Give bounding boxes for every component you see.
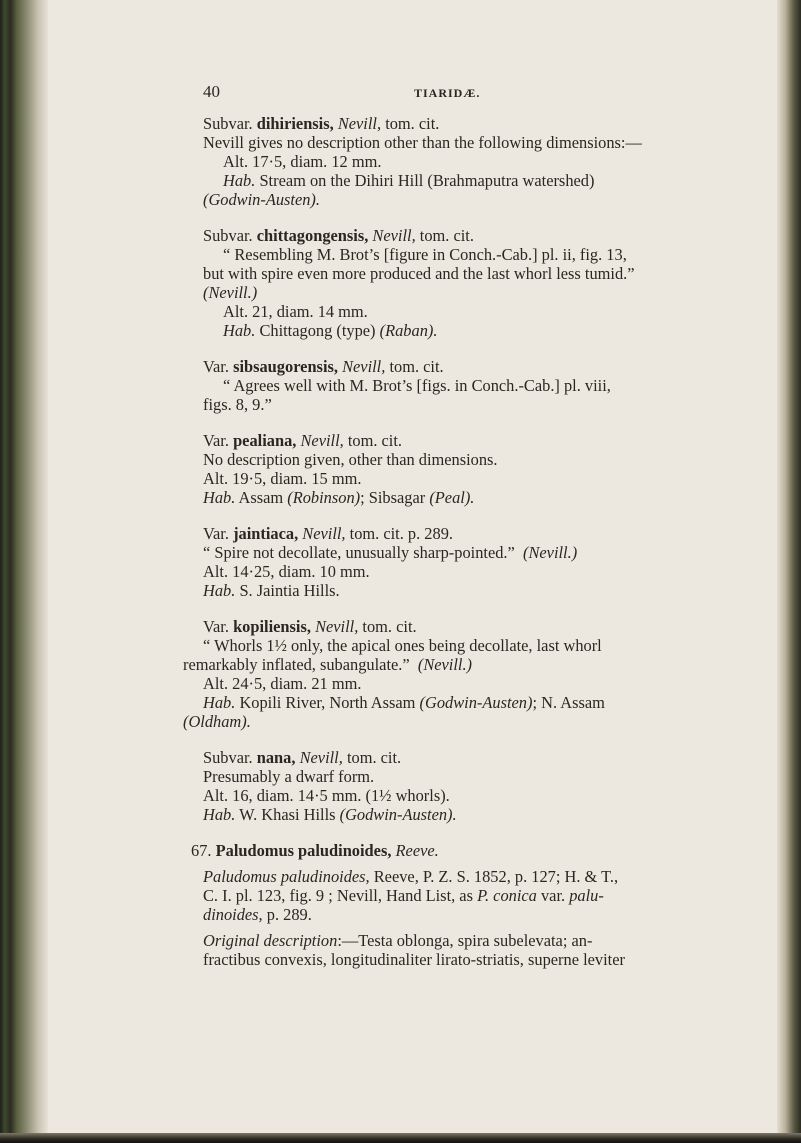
habitat: Hab. Assam (Robinson); Sibsagar (Peal).	[203, 488, 475, 507]
binding-edge	[0, 0, 48, 1143]
taxon-name: kopiliensis,	[233, 617, 311, 636]
quote: “ Spire not decollate, unusually sharp-pointed.” (Nevill.)	[203, 543, 578, 562]
page-header	[203, 82, 763, 104]
entry-chittagongensis	[203, 226, 763, 340]
dimensions: Alt. 14·25, diam. 10 mm.	[203, 562, 370, 581]
taxon-name: dihiriensis,	[256, 114, 334, 133]
species-entry	[191, 841, 763, 969]
running-head: TIARIDÆ.	[414, 86, 481, 100]
quote-cont: but with spire even more produced and the last whorl less tumid.”	[203, 264, 635, 283]
description: Nevill gives no description other than the following dimensions:—	[203, 133, 642, 152]
entry-heading: Subvar. nana, Nevill, tom. cit.	[203, 748, 402, 767]
quote: “ Whorls 1½ only, the apical ones being decollate, last whorl	[203, 636, 602, 655]
author: Reeve.	[395, 841, 439, 860]
entry-sibsaugorensis	[203, 357, 763, 414]
dimensions: Alt. 24·5, diam. 21 mm.	[203, 674, 362, 693]
habitat: Hab. Kopili River, North Assam (Godwin-Austen); N. Assam	[203, 693, 605, 712]
entry-kopiliensis	[183, 617, 763, 731]
description: No description given, other than dimensions.	[203, 450, 498, 469]
entry-heading: Var. pealiana, Nevill, tom. cit.	[203, 431, 403, 450]
author: Nevill,	[315, 617, 359, 636]
taxon-name: pealiana,	[233, 431, 297, 450]
habitat: Hab. Stream on the Dihiri Hill (Brahmaputra watershed)	[223, 171, 595, 190]
quote-attribution: (Nevill.)	[203, 283, 258, 302]
original-description-cont: fractibus convexis, longitudinaliter lirato-striatis, superne leviter	[203, 950, 625, 969]
species-name: Paludomus paludinoides,	[215, 841, 392, 860]
quote-cont: figs. 8, 9.”	[203, 395, 272, 414]
author: Nevill,	[299, 748, 343, 767]
collector: (Godwin-Austen).	[203, 190, 320, 209]
synonymy-cont: C. I. pl. 123, fig. 9 ; Nevill, Hand List, as P. conica var. palu-	[203, 886, 604, 905]
author: Nevill,	[302, 524, 346, 543]
dimensions: Alt. 19·5, diam. 15 mm.	[203, 469, 362, 488]
dimensions: Alt. 16, diam. 14·5 mm. (1½ whorls).	[203, 786, 450, 805]
entry-heading: Subvar. dihiriensis, Nevill, tom. cit.	[203, 114, 440, 133]
page-edge-bottom	[0, 1133, 801, 1143]
habitat: Hab. W. Khasi Hills (Godwin-Austen).	[203, 805, 457, 824]
author: Nevill,	[300, 431, 344, 450]
taxon-name: nana,	[256, 748, 296, 767]
description: Presumably a dwarf form.	[203, 767, 375, 786]
synonymy-cont: dinoides, p. 289.	[203, 905, 312, 924]
dimensions: Alt. 21, diam. 14 mm.	[223, 302, 368, 321]
quote: “ Resembling M. Brot’s [figure in Conch.-Cab.] pl. ii, fig. 13,	[223, 245, 627, 264]
quote-cont: remarkably inflated, subangulate.” (Nevill.)	[183, 655, 473, 674]
taxon-name: chittagongensis,	[256, 226, 369, 245]
original-description: Original description:—Testa oblonga, spira subelevata; an-	[203, 931, 593, 950]
collector: (Oldham).	[183, 712, 251, 731]
author: Nevill,	[342, 357, 386, 376]
dimensions: Alt. 17·5, diam. 12 mm.	[223, 152, 382, 171]
entry-nana	[203, 748, 763, 824]
quote: “ Agrees well with M. Brot’s [figs. in Conch.-Cab.] pl. viii,	[223, 376, 611, 395]
entry-jaintiaca	[203, 524, 763, 600]
habitat: Hab. Chittagong (type) (Raban).	[223, 321, 438, 340]
species-heading: 67. Paludomus paludinoides, Reeve.	[191, 841, 439, 860]
synonymy: Paludomus paludinoides, Reeve, P. Z. S. 1852, p. 127; H. & T.,	[203, 867, 619, 886]
page-edge-right	[777, 0, 801, 1143]
habitat: Hab. S. Jaintia Hills.	[203, 581, 340, 600]
entry-pealiana	[203, 431, 763, 507]
author: Nevill,	[337, 114, 382, 133]
entry-dihiriensis	[203, 114, 763, 209]
entry-heading: Subvar. chittagongensis, Nevill, tom. cit.	[203, 226, 474, 245]
taxon-name: jaintiaca,	[233, 524, 299, 543]
entry-heading: Var. kopiliensis, Nevill, tom. cit.	[203, 617, 417, 636]
taxon-name: sibsaugorensis,	[233, 357, 338, 376]
entry-heading: Var. jaintiaca, Nevill, tom. cit. p. 289.	[203, 524, 453, 543]
author: Nevill,	[372, 226, 416, 245]
page-number: 40	[203, 82, 220, 101]
entry-heading: Var. sibsaugorensis, Nevill, tom. cit.	[203, 357, 444, 376]
